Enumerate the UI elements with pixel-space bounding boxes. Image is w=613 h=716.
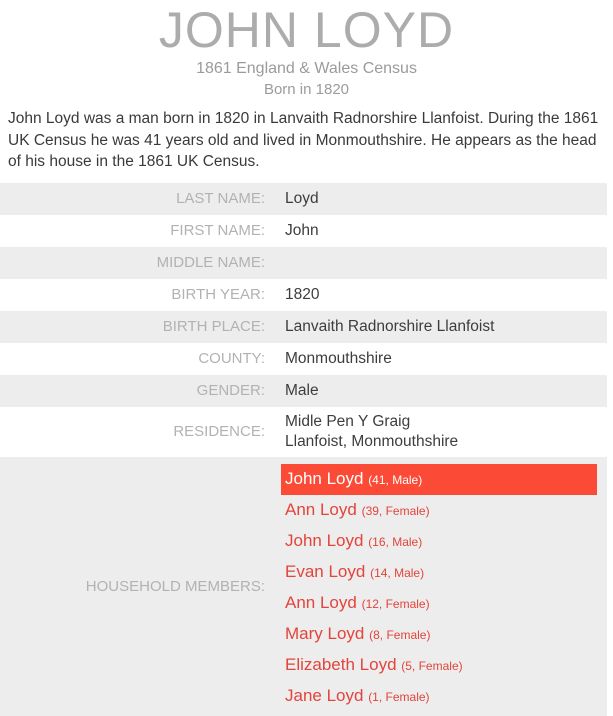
- record-table: [0, 183, 607, 716]
- residence-line-1: Midle Pen Y Graig: [285, 412, 411, 430]
- household-member-link[interactable]: [281, 464, 597, 495]
- field-label: GENDER:: [196, 382, 265, 399]
- member-detail: (16, Male): [368, 534, 423, 549]
- member-detail: (39, Female): [361, 503, 430, 518]
- table-row-county: [0, 343, 607, 375]
- member-detail: (1, Female): [368, 689, 430, 704]
- field-label: COUNTY:: [198, 350, 265, 367]
- member-name: Ann Loyd: [285, 499, 357, 519]
- table-row-residence: [0, 407, 607, 457]
- household-member-link[interactable]: [281, 557, 597, 588]
- field-value: Monmouthshire: [285, 350, 392, 367]
- field-label: LAST NAME:: [176, 190, 265, 207]
- member-name: Elizabeth Loyd: [285, 654, 397, 674]
- field-value: Male: [285, 382, 319, 399]
- table-row-birth-year: [0, 279, 607, 311]
- table-row-household-members: [0, 457, 607, 716]
- member-name: Jane Loyd: [285, 685, 364, 705]
- member-name: Mary Loyd: [285, 623, 365, 643]
- household-member-link[interactable]: [281, 588, 597, 619]
- member-name: Evan Loyd: [285, 561, 366, 581]
- member-detail: (5, Female): [401, 658, 463, 673]
- field-label: BIRTH PLACE:: [162, 318, 265, 335]
- record-source-subtitle: 1861 England & Wales Census: [196, 60, 417, 77]
- field-label: RESIDENCE:: [173, 423, 265, 440]
- field-value: John: [285, 222, 319, 239]
- household-member-link[interactable]: [281, 495, 597, 526]
- member-name: Ann Loyd: [285, 592, 357, 612]
- household-member-link[interactable]: [281, 526, 597, 557]
- household-members-list: [265, 457, 607, 716]
- table-row-first-name: [0, 215, 607, 247]
- person-summary: John Loyd was a man born in 1820 in Lanvaith Radnorshire Llanfoist. During the 1861 UK Census he was 41 years old and lived in Monmouthshire. He appears as the head of his house in the 1861 UK Census.: [8, 110, 599, 170]
- page-title: JOHN LOYD: [158, 2, 455, 58]
- household-member-link[interactable]: [281, 619, 597, 650]
- born-in-subtitle: Born in 1820: [263, 81, 350, 98]
- field-label: MIDDLE NAME:: [156, 254, 265, 271]
- record-header: [0, 0, 613, 98]
- member-detail: (41, Male): [368, 472, 423, 487]
- field-value: Lanvaith Radnorshire Llanfoist: [285, 318, 495, 335]
- member-name: John Loyd: [285, 530, 364, 550]
- member-detail: (14, Male): [370, 565, 425, 580]
- residence-line-2: Llanfoist, Monmouthshire: [285, 432, 459, 450]
- household-member-link[interactable]: [281, 650, 597, 681]
- table-row-gender: [0, 375, 607, 407]
- member-name: John Loyd: [285, 468, 364, 488]
- field-value: [265, 412, 607, 452]
- field-label: HOUSEHOLD MEMBERS:: [85, 577, 265, 595]
- table-row-middle-name: [0, 247, 607, 279]
- table-row-birth-place: [0, 311, 607, 343]
- field-value: 1820: [285, 286, 320, 303]
- household-member-link[interactable]: [281, 681, 597, 712]
- field-label: FIRST NAME:: [170, 222, 265, 239]
- field-label: BIRTH YEAR:: [171, 286, 265, 303]
- field-value: Loyd: [285, 190, 319, 207]
- table-row-last-name: [0, 183, 607, 215]
- member-detail: (12, Female): [361, 596, 430, 611]
- member-detail: (8, Female): [369, 627, 431, 642]
